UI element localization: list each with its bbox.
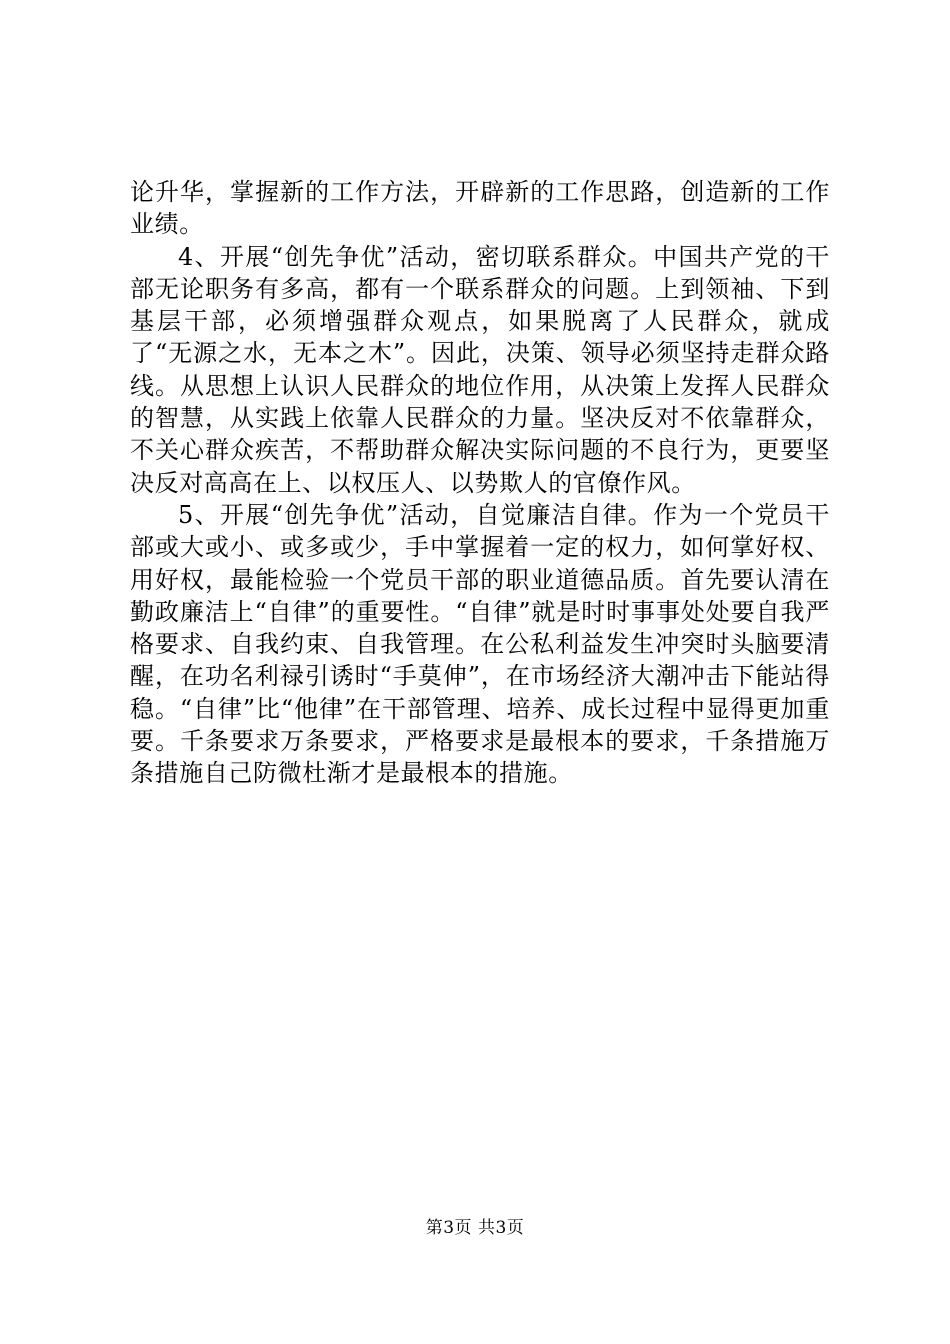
- page-number-footer: 第3页 共3页: [425, 1218, 525, 1238]
- paragraph-item-4: 4、开展“创先争优”活动，密切联系群众。中国共产党的干部无论职务有多高，都有一个联系群众的问题。上到领袖、下到基层干部，必须增强群众观点，如果脱离了人民群众，就成了“无源之水，无本之木”。因此，决策、领导必须坚持走群众路线。从思想上认识人民群众的地位作用，从决策上发挥人民群众的智慧，从实践上依靠人民群众的力量。坚决反对不依靠群众，不关心群众疾苦，不帮助群众解决实际问题的不良行为，更要坚决反对高高在上、以权压人、以势欺人的官僚作风。: [130, 242, 830, 497]
- paragraph-continuation: 论升华，掌握新的工作方法，开辟新的工作思路，创造新的工作业绩。: [130, 178, 830, 239]
- paragraph-item-5: 5、开展“创先争优”活动，自觉廉洁自律。作为一个党员干部或大或小、或多或少，手中掌握着一定的权力，如何掌好权、用好权，最能检验一个党员干部的职业道德品质。首先要认清在勤政廉洁上“自律”的重要性。“自律”就是时时事事处处要自我严格要求、自我约束、自我管理。在公私利益发生冲突时头脑要清醒，在功名利禄引诱时“手莫伸”，在市场经济大潮冲击下能站得稳。“自律”比“他律”在干部管理、培养、成长过程中显得更加重要。千条要求万条要求，严格要求是最根本的要求，千条措施万条措施自己防微杜渐才是最根本的措施。: [130, 500, 830, 788]
- document-body: [130, 176, 830, 790]
